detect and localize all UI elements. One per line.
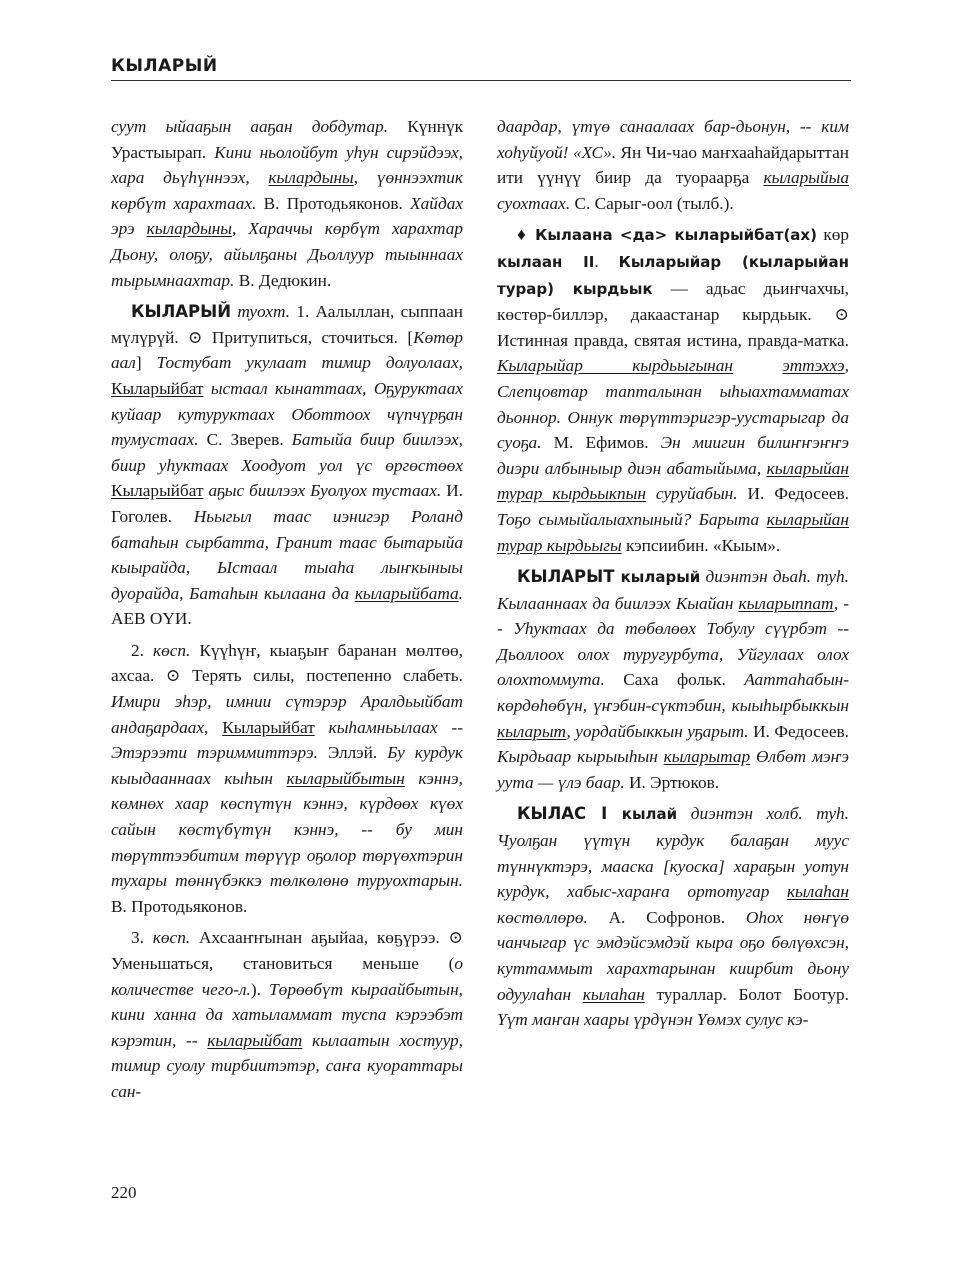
sense-2: 2. көсп. Күүһүҥ, кыаҕыҥ баранан мөлтөө, ахсаа. ⊙ Терять силы, постепенно слабеть. Имири эһэр, имнии сүтэрэр Аралдьыйбат андаҕардаах, Кыларыйбат кыһамньылаах -- Этэрээти тэриммиттэрэ. Эллэй. Бу курдук кыыдааннаах кыһын кыларыйбытын кэннэ, көмнөх хаар көспүтүн кэннэ, күрдөөх күөх сайын көстүбүтүн кэннэ, -- бу мин төрүттээбитим төрүүр оҕолор төрүөхтэрин тухары төннүбэккэ төлкөлөнө туруохтарын. В. Протодьяконов.	[111, 640, 463, 916]
entry-kylaryi: КЫЛАРЫЙ туохт. 1. Аалыллан, сыппаан мүлүрүй. ⊙ Притупиться, сточиться. [Көтөр аал] Тостубат укулаат тимир долуолаах, Кыларыйбат ыстаал кынаттаах, Оҕуруктаах куйаар кутуруктаах Оботтоох чүпчүрҕан тумустаах. С. Зверев. Батыйа биир биилээх, биир уһуктаах Хоодуот уол үс өргөстөөх Кыларыйбат аҕыс биилээх Буолуох тустаах. И. Гоголев. Ньыгыл таас иэнигэр Роланд батаһын сырбатта, Гранит таас бытарыйа кыырайда, Ыстаал тыаһа лыҥкыныы дуорайда, Батаһын кылаана да кыларыйбата. АЕВ ОҮИ.	[111, 302, 464, 629]
headword: КЫЛАРЫТ	[517, 567, 615, 587]
left-column	[111, 114, 463, 1105]
sense-3: 3. көсп. Ахсааҥҥынан аҕыйаа, көҕүрээ. ⊙ Уменьшаться, становиться меньше (о количестве чего-л.). Төрөөбүт кыраайбытын, кини ханна да хатыламмат туспа кэрээбэт кэрэтин, -- кыларыйбат кылаатын хостуур, тимир суолу тирбиитэтэр, саҥа куораттары сан-	[111, 928, 463, 1101]
headword: КЫЛАС I	[517, 804, 608, 824]
phraseology-block: ♦ Кылаана <да> кыларыйбат(ах) көр кылаан II. Кыларыйар (кыларыйан турар) кырдьык — адьас дьиҥчахчы, көстөр-биллэр, дакаастанар кырдьык. ⊙ Истинная правда, святая истина, правда-матка. Кыларыйар кырдьыгынан эттэххэ, Слепцовтар тапталынан ыһыахтамматах дьоннор. Оннук төрүттэригэр-уустарыгар да суоҕа. М. Ефимов. Эн миигин билиҥҥэҥҥэ диэри албыныыр диэн абатыйыма, кыларыйан турар кырдьыкпын суруйабын. И. Федосеев. Тоҕо сымыйалыахпыный? Барыта кыларыйан турар кырдьыгы кэпсиибин. «Кыым».	[497, 225, 849, 555]
entry-continuation-right: даардар, үтүө санаалаах бар-дьонун, -- ким хоһуйуой! «ХС». Ян Чи-чао маҥхааһайдарыттан ити үүнүү биир да туораарҕа кыларыйыа суохтаах. С. Сарыг-оол (тылб.).	[497, 117, 849, 213]
right-column	[497, 114, 849, 1033]
header-rule	[111, 80, 851, 81]
entry-continuation: суут ыйааҕын ааҕан добдутар. Күннүк Урастыырап. Кини ньолойбут уһун сирэйдээх, хара дьүһүннээх, кылардыны, үөннээхтик көрбүт харахтаах. В. Протодьяконов. Хайдах эрэ кылардыны, Хараччы көрбүт харахтар Дьону, олоҕу, айылҕаны Дьоллуур тыыннаах тырымнаахтар. В. Дедюкин.	[111, 117, 463, 290]
running-head: КЫЛАРЫЙ	[111, 56, 218, 76]
page-number: 220	[111, 1183, 137, 1202]
entry-kylas-1: КЫЛАС I кылай диэнтэн холб. туһ. Чуолҕан үүтүн курдук балаҕан муус түннүктэрэ, мааска [кyоска] хараҕын уотун курдук, хабыс-хараҥа ортотугар кылаһан көстөллөрө. А. Софронов. Оһох нөҥүө чанчыгар үс эмдэйсэмдэй кыра оҕо бөлүөхсэн, куттаммыт харахтарынан киирбит дьону одуулаһан кылаһан тураллар. Болот Боотур. Үүт маҥан хаары үрдүнэн Үөмэх сулус кэ-	[497, 804, 849, 1030]
diamond-icon: ♦	[517, 225, 528, 245]
headword: КЫЛАРЫЙ	[131, 302, 232, 322]
entry-kylaryt: КЫЛАРЫТ кыларый диэнтэн дьаһ. туһ. Кылааннаах да биилээх Кыайан кыларыппат, -- Уһуктаах да төбөлөөх Тобулу сүүрбэт -- Дьоллоох олох туругурбута, Уйгулаах олох олохтоммута. Саха фольк. Ааттаһабын-көрдөһөбүн, үҥэбин-сүктэбин, кыыһырбыккын кыларыт, уордайбыккын уҕарыт. И. Федосеев. Кырдьаар кырыыһын кыларытар Өлбөт мэҥэ уута — үлэ баар. И. Эртюков.	[497, 567, 849, 792]
